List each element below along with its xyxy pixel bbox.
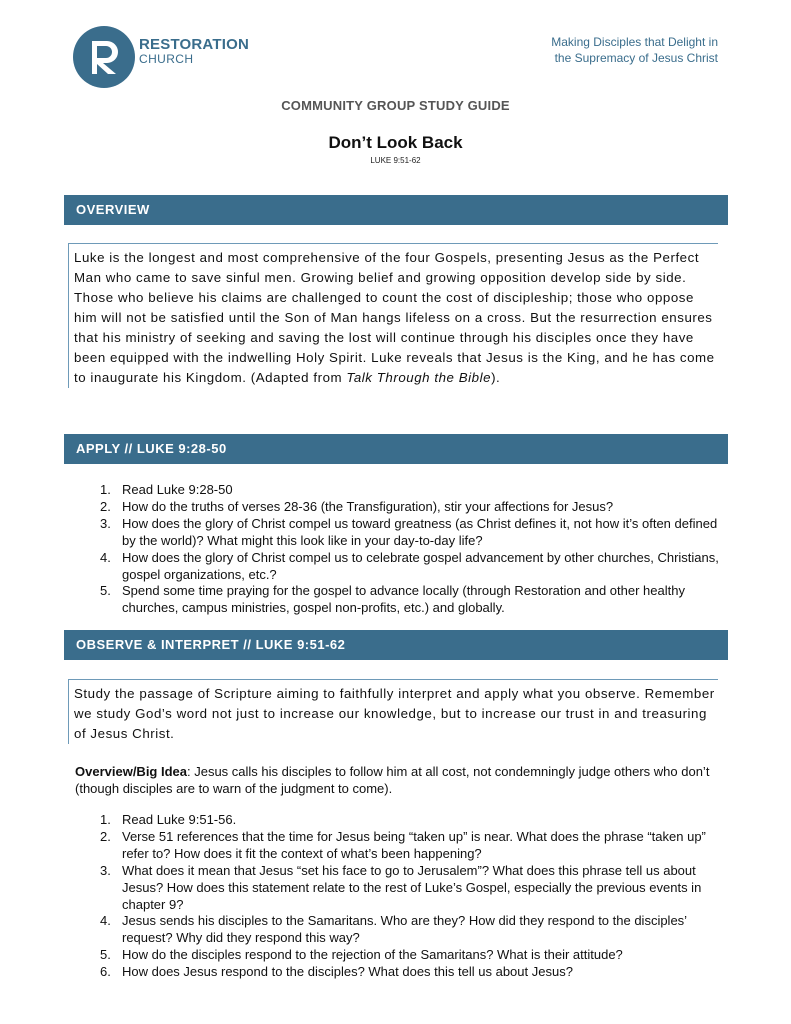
tagline (551, 34, 718, 66)
restoration-church-logo-icon (73, 26, 135, 88)
apply-heading: APPLY // LUKE 9:28-50 (64, 434, 728, 464)
big-idea-label: Overview/Big Idea (75, 764, 187, 779)
overview-text (68, 243, 718, 388)
big-idea (75, 763, 735, 797)
scripture-reference: LUKE 9:51-62 (370, 156, 421, 165)
list-item: 2. Verse 51 references that the time for Jesus being “taken up” is near. What does the phrase “taken up” refer to? How does it fit the context of what’s been happening? (100, 828, 706, 861)
observe-questions (100, 812, 730, 981)
big-idea-text: : Jesus calls his disciples to follow him at all cost, not condemningly judge others who don’t (though disciples are to warn of the judgment to come). (75, 764, 710, 796)
document-label: COMMUNITY GROUP STUDY GUIDE (281, 98, 510, 113)
list-item: 4. How does the glory of Christ compel us to celebrate gospel advancement by other churches, Christians, gospel organizations, etc.? (100, 549, 719, 582)
tagline-line-2: the Supremacy of Jesus Christ (554, 51, 718, 65)
document-title: Don’t Look Back (328, 133, 463, 152)
apply-questions (100, 482, 730, 617)
logo-subname: CHURCH (139, 52, 194, 66)
list-item: 4. Jesus sends his disciples to the Samaritans. Who are they? How did they respond to the disciples’ request? Why did they respond this way? (100, 913, 687, 946)
list-item: 3. How does the glory of Christ compel us toward greatness (as Christ defines it, not how it’s often defined by the world)? What might this look like in your day-to-day life? (100, 515, 718, 548)
list-item: 6. How does Jesus respond to the disciples? What does this tell us about Jesus? (100, 964, 573, 980)
overview-text-end: ). (491, 370, 501, 385)
logo-name: RESTORATION (139, 36, 249, 53)
observe-heading: OBSERVE & INTERPRET // LUKE 9:51-62 (64, 630, 728, 660)
overview-heading: OVERVIEW (64, 195, 728, 225)
overview-text-main: Luke is the longest and most comprehensive of the four Gospels, presenting Jesus as the Perfect Man who came to save sinful men. Growing belief and growing opposition develop side by side. Those who believe his claims are challenged to count the cost of discipleship; those who oppose him will not be satisfied until the Son of Man hangs lifeless on a cross. But the resurrection ensures that his ministry of seeking and saving the lost will continue through his disciples once they have been equipped with the indwelling Holy Spirit. Luke reveals that Jesus is the King, and he has come to inaugurate his Kingdom. (Adapted from (74, 250, 715, 385)
list-item: 1. Read Luke 9:51-56. (100, 812, 237, 827)
list-item: 5. Spend some time praying for the gospel to advance locally (through Restoration and other healthy churches, campus ministries, gospel non-profits, etc.) and globally. (100, 583, 685, 616)
list-item: 1. Read Luke 9:28-50 (100, 482, 233, 497)
list-item: 5. How do the disciples respond to the rejection of the Samaritans? What is their attitude? (100, 947, 623, 963)
list-item: 3. What does it mean that Jesus “set his face to go to Jerusalem”? What does this phrase tell us about Jesus? How does this statement relate to the rest of Luke’s Gospel, especially the previous events in chapter 9? (100, 862, 702, 912)
logo-wordmark (139, 37, 249, 65)
observe-intro: Study the passage of Scripture aiming to faithfully interpret and apply what you observe. Remember we study God’s word not just to increase our knowledge, but to increase our trust in and treasuring of Jesus Christ. (68, 679, 718, 744)
tagline-line-1: Making Disciples that Delight in (551, 35, 718, 49)
overview-text-source: Talk Through the Bible (346, 370, 492, 385)
list-item: 2. How do the truths of verses 28-36 (the Transfiguration), stir your affections for Jesus? (100, 498, 614, 514)
